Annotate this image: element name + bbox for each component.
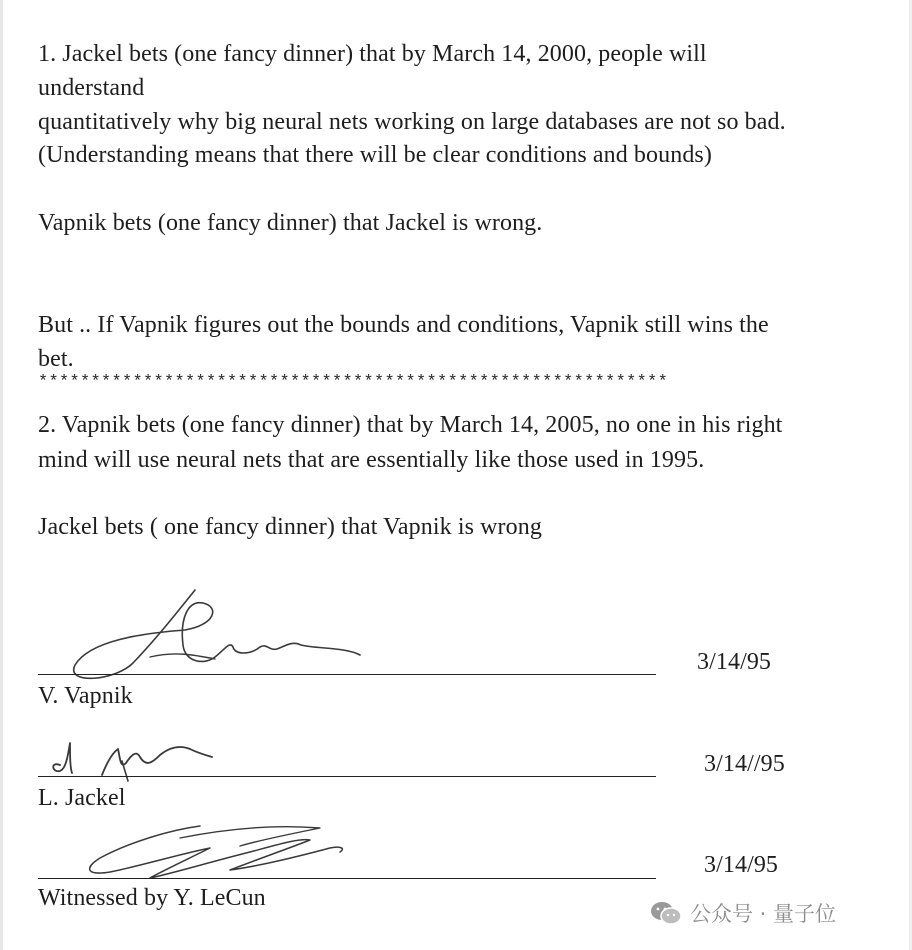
- signature-line-lecun: [38, 878, 656, 879]
- signature-line-vapnik: [38, 674, 656, 675]
- bet1-line4: (Understanding means that there will be clear conditions and bounds): [38, 142, 712, 168]
- signature-line-jackel: [38, 776, 656, 777]
- signature-jackel: [40, 735, 230, 785]
- asterisk-separator: ************************************************************: [38, 373, 669, 392]
- caveat-line1: But .. If Vapnik figures out the bounds and conditions, Vapnik still wins the: [38, 312, 769, 338]
- date-lecun: 3/14/95: [704, 852, 779, 878]
- scan-edge-left: [0, 0, 3, 950]
- signer-name-vapnik: V. Vapnik: [38, 683, 133, 709]
- counter-bet-2: Jackel bets ( one fancy dinner) that Vapnik is wrong: [38, 514, 542, 540]
- signer-name-jackel: L. Jackel: [38, 785, 126, 811]
- date-vapnik: 3/14/95: [697, 649, 772, 675]
- bet2-line2: mind will use neural nets that are essentially like those used in 1995.: [38, 447, 705, 473]
- watermark: [650, 898, 836, 928]
- bet1-line3: quantitatively why big neural nets working on large databases are not so bad.: [38, 109, 786, 135]
- bet2-line1: 2. Vapnik bets (one fancy dinner) that by March 14, 2005, no one in his right: [38, 412, 783, 438]
- date-jackel: 3/14//95: [704, 751, 785, 777]
- wechat-icon: [650, 901, 682, 925]
- signature-vapnik: [55, 585, 375, 685]
- bet1-line1: 1. Jackel bets (one fancy dinner) that by March 14, 2000, people will: [38, 41, 707, 67]
- signer-name-lecun: Witnessed by Y. LeCun: [38, 885, 266, 911]
- watermark-text: 公众号 · 量子位: [690, 902, 837, 926]
- counter-bet-1: Vapnik bets (one fancy dinner) that Jackel is wrong.: [38, 210, 543, 236]
- caveat-line2: bet.: [38, 346, 74, 372]
- bet1-line2: understand: [38, 75, 145, 101]
